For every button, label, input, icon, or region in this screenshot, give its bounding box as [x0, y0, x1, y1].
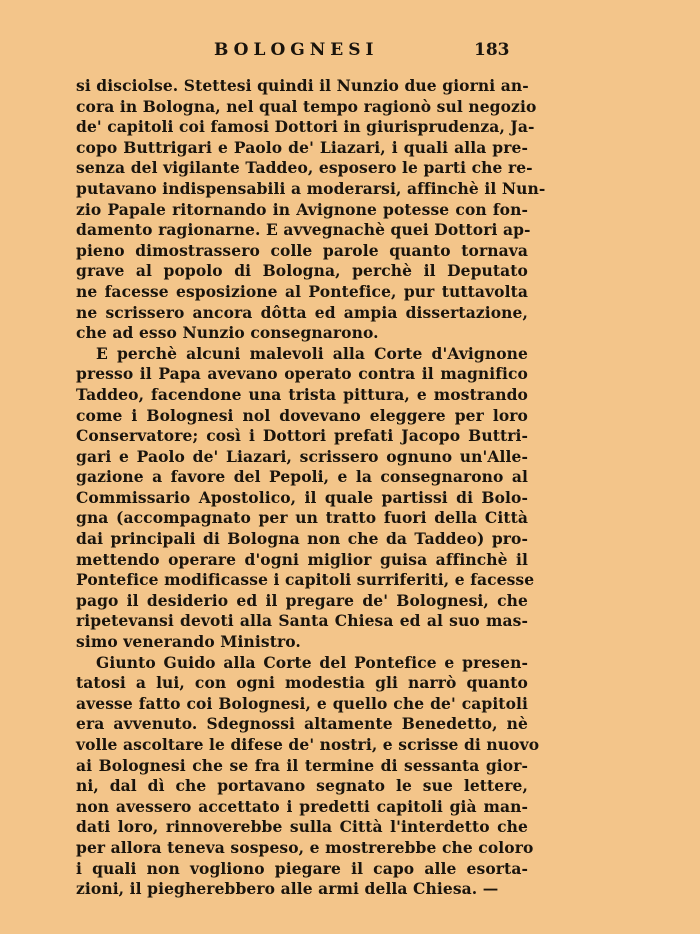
- text-line: come i Bolognesi nol dovevano eleggere per loro: [76, 405, 528, 425]
- paragraph-1: [76, 76, 546, 344]
- text-line: grave al popolo di Bologna, perchè il Deputato: [76, 261, 528, 281]
- page-number: 183: [474, 40, 510, 60]
- text-line: cora in Bologna, nel qual tempo ragionò sul negozio: [76, 96, 537, 116]
- text-line: i quali non vogliono piegare il capo alle esorta-: [76, 858, 528, 878]
- text-line: Conservatore; così i Dottori prefati Jacopo Buttri-: [76, 426, 528, 446]
- text-line: dati loro, rinnoverebbe sulla Città l'interdetto che: [76, 817, 528, 837]
- text-line: copo Buttrigari e Paolo de' Liazari, i quali alla pre-: [76, 137, 528, 157]
- text-line: de' capitoli coi famosi Dottori in giurisprudenza, Ja-: [76, 117, 535, 137]
- text-line: gna (accompagnato per un tratto fuori della Città: [76, 508, 528, 528]
- body-text: [76, 76, 546, 900]
- text-line: era avvenuto. Sdegnossi altamente Benedetto, nè: [76, 714, 528, 734]
- text-line: ne scrissero ancora dôtta ed ampia dissertazione,: [76, 302, 528, 322]
- text-line: Taddeo, facendone una trista pittura, e mostrando: [76, 384, 528, 404]
- text-line: damento ragionarne. E avvegnachè quei Dottori ap-: [76, 220, 531, 240]
- paragraph-3: [76, 652, 540, 900]
- text-line: tatosi a lui, con ogni modestia gli narrò quanto: [76, 673, 528, 693]
- text-line: mettendo operare d'ogni miglior guisa affinchè il: [76, 549, 528, 569]
- text-line: volle ascoltare le difese de' nostri, e scrisse di nuovo: [76, 735, 540, 754]
- text-line: avesse fatto coi Bolognesi, e quello che de' capitoli: [76, 693, 528, 713]
- text-line: zioni, il piegherebbero alle armi della Chiesa. —: [76, 879, 499, 899]
- text-line: zio Papale ritornando in Avignone potesse con fon-: [76, 199, 528, 219]
- running-head: [0, 40, 700, 64]
- text-line: ne facesse esposizione al Pontefice, pur tuttavolta: [76, 281, 528, 301]
- text-line: ripetevansi devoti alla Santa Chiesa ed al suo mas-: [76, 611, 528, 631]
- text-line: ai Bolognesi che se fra il termine di sessanta gior-: [76, 755, 528, 775]
- text-line: che ad esso Nunzio consegnarono.: [76, 323, 379, 343]
- text-line: pieno dimostrassero colle parole quanto tornava: [76, 240, 528, 260]
- text-line: simo venerando Ministro.: [76, 632, 301, 652]
- text-line: pago il desiderio ed il pregare de' Bolognesi, che: [76, 590, 528, 610]
- text-line: gari e Paolo de' Liazari, scrissero ognuno un'Alle-: [76, 446, 528, 466]
- text-line: senza del vigilante Taddeo, esposero le parti che re-: [76, 158, 533, 178]
- text-line: ni, dal dì che portavano segnato le sue lettere,: [76, 776, 528, 796]
- running-title: BOLOGNESI: [214, 40, 379, 60]
- text-line: non avessero accettato i predetti capitoli già man-: [76, 796, 528, 816]
- paragraph-2: [76, 343, 535, 653]
- text-line: si disciolse. Stettesi quindi il Nunzio due giorni an-: [76, 76, 529, 95]
- text-line: putavano indispensabili a moderarsi, affinchè il Nun-: [76, 178, 546, 198]
- text-line: E perchè alcuni malevoli alla Corte d'Avignone: [96, 343, 528, 363]
- text-line: dai principali di Bologna non che da Taddeo) pro-: [76, 529, 528, 549]
- text-line: Pontefice modificasse i capitoli surriferiti, e facesse: [76, 570, 535, 590]
- text-line: Giunto Guido alla Corte del Pontefice e presen-: [96, 652, 528, 672]
- text-line: per allora teneva sospeso, e mostrerebbe che coloro: [76, 837, 534, 857]
- text-line: gazione a favore del Pepoli, e la consegnarono al: [76, 467, 528, 487]
- text-line: presso il Papa avevano operato contra il magnifico: [76, 364, 528, 384]
- text-line: Commissario Apostolico, il quale partissi di Bolo-: [76, 487, 528, 507]
